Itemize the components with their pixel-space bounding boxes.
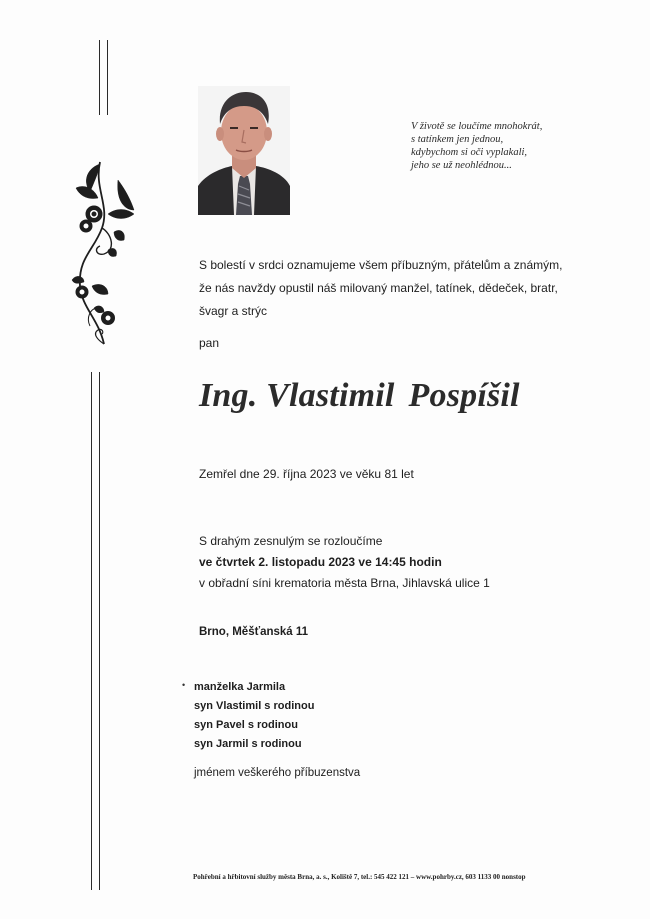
ceremony-place: v obřadní síni krematoria města Brna, Jihlavská ulice 1: [199, 576, 490, 590]
border-line-top-left: [99, 40, 100, 115]
poem-line: s tatínkem jen jednou,: [411, 134, 504, 145]
family-member: manželka Jarmila: [194, 681, 286, 693]
border-line-bottom-right: [99, 372, 100, 890]
intro-line: že nás navždy opustil náš milovaný manžel, tatínek, dědeček, bratr,: [199, 281, 558, 295]
family-address: Brno, Měšťanská 11: [199, 626, 309, 638]
family-list: [194, 678, 314, 754]
family-member: syn Vlastimil s rodinou: [194, 700, 315, 712]
family-member: syn Jarmil s rodinou: [194, 738, 302, 750]
poem: [411, 120, 542, 172]
portrait-photo: [198, 86, 290, 215]
funeral-service-footer: Pohřební a hřbitovní služby města Brna, a. s., Kolištĕ 7, tel.: 545 422 121 – www.pohrby.cz, 603 1133 00 nonstop: [193, 873, 526, 881]
poem-line: V životě se loučíme mnohokrát,: [411, 121, 543, 132]
family-member: syn Pavel s rodinou: [194, 719, 298, 731]
intro-line: švagr a strýc: [199, 304, 268, 318]
deceased-name: [199, 377, 520, 415]
relatives-note: jménem veškerého příbuzenstva: [194, 767, 361, 779]
poem-line: kdybychom si oči vyplakali,: [411, 147, 528, 158]
title-word: pan: [199, 336, 220, 350]
deceased-first-name: Ing. Vlastimil: [199, 377, 395, 414]
floral-rose-vine-icon: [64, 158, 140, 350]
announcement-intro: [199, 254, 562, 323]
bullet-mark: •: [182, 680, 186, 690]
ceremony-info: [199, 531, 490, 594]
ceremony-line: S drahým zesnulým se rozloučíme: [199, 534, 383, 548]
ceremony-date: ve čtvrtek 2. listopadu 2023 ve 14:45 hodin: [199, 555, 442, 569]
deceased-last-name: Pospíšil: [408, 377, 520, 414]
death-info: Zemřel dne 29. října 2023 ve věku 81 let: [199, 467, 414, 481]
poem-line: jeho se už neohlédnou...: [411, 160, 512, 171]
border-line-bottom-left: [91, 372, 92, 890]
intro-line: S bolestí v srdci oznamujeme všem příbuzným, přátelům a známým,: [199, 258, 563, 272]
border-line-top-right: [107, 40, 108, 115]
